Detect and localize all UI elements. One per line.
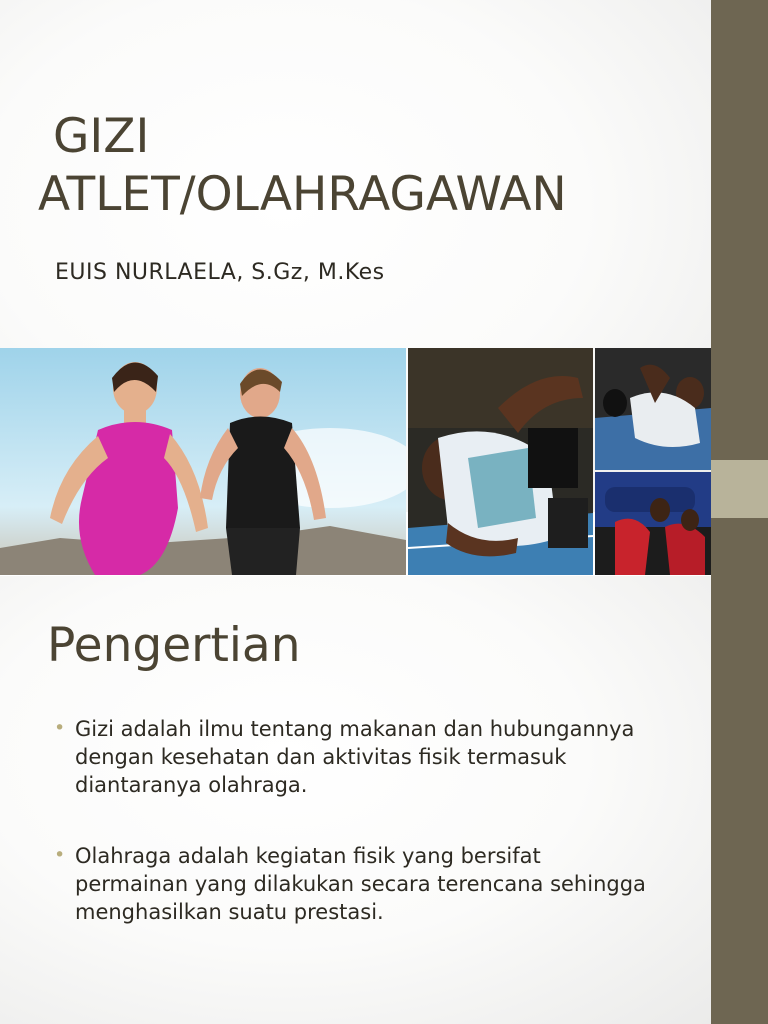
title-line-1: GIZI [53, 109, 150, 164]
bullet-text: Olahraga adalah kegiatan fisik yang bersifat permainan yang dilakukan secara terencana sehingga menghasilkan suatu prestasi. [75, 844, 646, 924]
section-heading: Pengertian [47, 618, 301, 673]
player-fall-photo [595, 348, 711, 470]
players-collision-photo [595, 472, 711, 575]
list-item [54, 842, 654, 926]
title-line-2: ATLET/OLAHRAGAWAN [38, 167, 567, 222]
sidebar-accent [711, 460, 768, 518]
slide-title [38, 108, 678, 224]
bullet-icon: • [54, 717, 66, 739]
bullet-text: Gizi adalah ilmu tentang makanan dan hubungannya dengan kesehatan dan aktivitas fisik termasuk diantaranya olahraga. [75, 717, 635, 797]
author-subtitle: EUIS NURLAELA, S.Gz, M.Kes [55, 260, 385, 285]
runners-photo [0, 348, 406, 575]
basketball-player-photo [408, 348, 593, 575]
list-item [54, 715, 654, 799]
bullet-icon: • [54, 844, 66, 866]
bullet-list [54, 715, 654, 969]
